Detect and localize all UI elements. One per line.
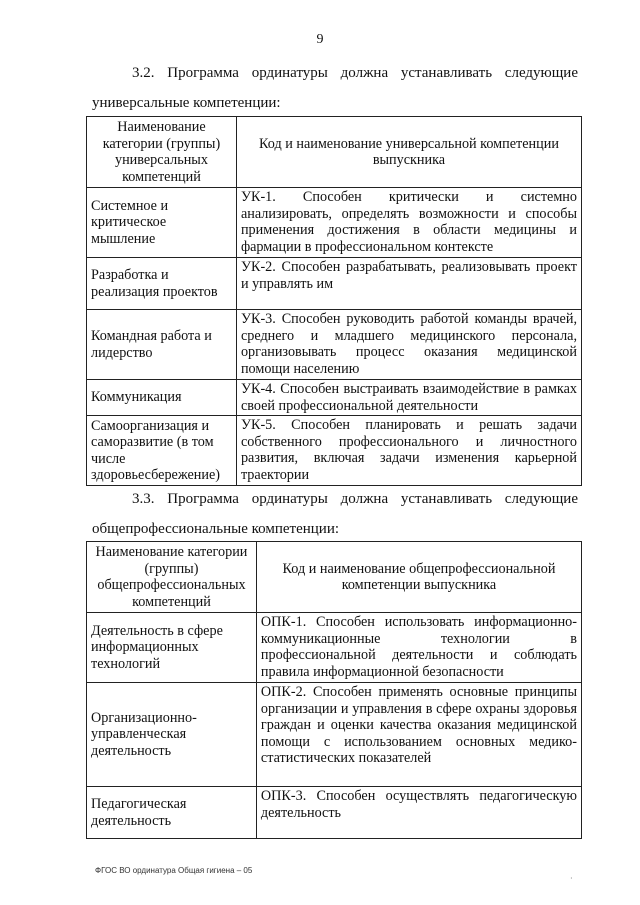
universal-competencies-table <box>86 116 582 486</box>
header-competence: Код и наименование общепрофессиональной компетенции выпускника <box>256 542 581 613</box>
category-cell: Педагогическая деятельность <box>87 787 257 839</box>
competence-cell: УК-3. Способен руководить работой команды врачей, среднего и младшего медицинского персонала, организовывать процесс оказания медицинской помощи населению <box>236 310 581 380</box>
table-row <box>87 258 582 310</box>
competence-cell: УК-5. Способен планировать и решать задачи собственного профессионального и личностного развития, включая задачи изменения карьерной траектории <box>236 416 581 486</box>
general-professional-competencies-table <box>86 541 582 839</box>
category-cell: Деятельность в сфере информационных технологий <box>87 613 257 683</box>
category-cell: Командная работа и лидерство <box>87 310 237 380</box>
competence-cell: УК-2. Способен разрабатывать, реализовывать проект и управлять им <box>236 258 581 310</box>
table-row <box>87 613 582 683</box>
category-cell: Системное и критическое мышление <box>87 188 237 258</box>
section-3-2-line2: универсальные компетенции: <box>92 95 281 111</box>
page-number: 9 <box>316 32 324 47</box>
competence-cell: УК-1. Способен критически и системно анализировать, определять возможности и способы применения достижения в области медицины и фармации в профессиональном контексте <box>236 188 581 258</box>
corner-mark: · <box>570 874 573 883</box>
competence-cell: ОПК-1. Способен использовать информационно-коммуникационные технологии в профессиональной деятельности и соблюдать правила информационной безопасности <box>256 613 581 683</box>
competence-cell: ОПК-3. Способен осуществлять педагогическую деятельность <box>256 787 581 839</box>
section-3-2-intro <box>92 58 578 118</box>
category-cell: Организационно-управленческая деятельность <box>87 683 257 787</box>
competence-cell: УК-4. Способен выстраивать взаимодействие в рамках своей профессиональной деятельности <box>236 380 581 416</box>
competence-cell: ОПК-2. Способен применять основные принципы организации и управления в сфере охраны здоровья граждан и оценки качества оказания медицинской помощи с использованием основных медико-статистических показателей <box>256 683 581 787</box>
table-row <box>87 380 582 416</box>
document-footer: ФГОС ВО ординатура Общая гигиена – 05 <box>95 866 253 875</box>
section-3-3-line2: общепрофессиональные компетенции: <box>92 521 340 537</box>
header-category: Наименование категории (группы) общепрофессиональных компетенций <box>87 542 257 613</box>
table-row <box>87 416 582 486</box>
table-row <box>87 683 582 787</box>
category-cell: Самоорганизация и саморазвитие (в том числе здоровьесбережение) <box>87 416 237 486</box>
header-competence: Код и наименование универсальной компетенции выпускника <box>236 117 581 188</box>
category-cell: Коммуникация <box>87 380 237 416</box>
table-row <box>87 188 582 258</box>
section-3-3-line1: 3.3. Программа ординатуры должна устанавливать следующие <box>132 491 578 507</box>
section-3-2-line1: 3.2. Программа ординатуры должна устанавливать следующие <box>132 65 578 81</box>
header-category: Наименование категории (группы) универсальных компетенций <box>87 117 237 188</box>
table-header-row <box>87 117 582 188</box>
table-header-row <box>87 542 582 613</box>
table-row <box>87 787 582 839</box>
table-row <box>87 310 582 380</box>
category-cell: Разработка и реализация проектов <box>87 258 237 310</box>
section-3-3-intro <box>92 484 578 544</box>
